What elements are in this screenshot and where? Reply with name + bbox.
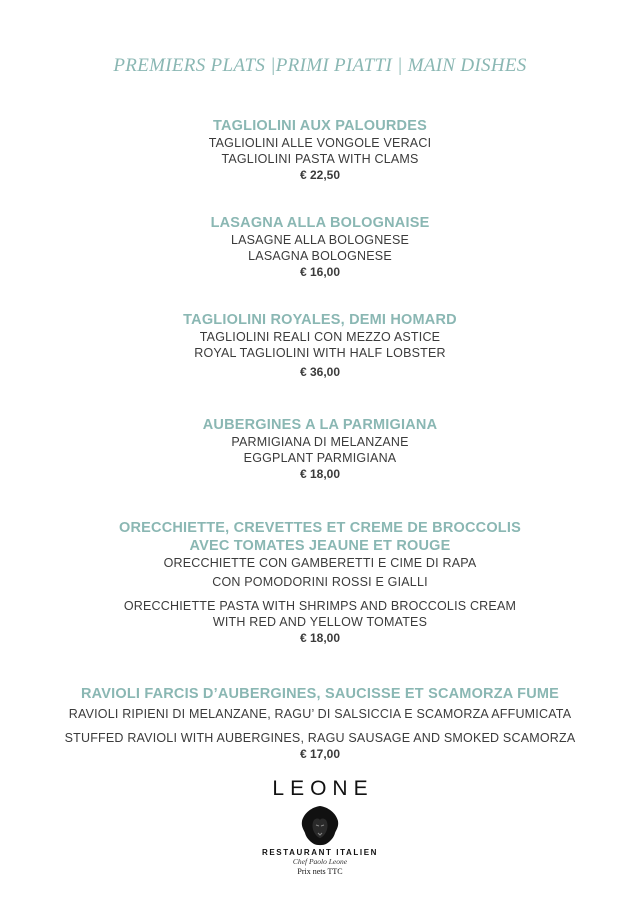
dish-english-name: EGGPLANT PARMIGIANA — [243, 451, 397, 465]
restaurant-logo-block — [0, 777, 640, 876]
restaurant-name: LEONE — [272, 777, 374, 800]
dish-item — [0, 416, 640, 482]
dish-italian-name-continued: CON POMODORINI ROSSI E GIALLI — [212, 575, 428, 589]
dish-price: € 18,00 — [299, 467, 341, 481]
dish-price: € 17,00 — [299, 747, 341, 761]
dish-english-name-continued: WITH RED AND YELLOW TOMATES — [212, 615, 428, 629]
dish-name: AUBERGINES A LA PARMIGIANA — [202, 417, 438, 433]
restaurant-subtitle: RESTAURANT ITALIEN — [261, 848, 379, 857]
dish-english-name: TAGLIOLINI PASTA WITH CLAMS — [221, 152, 419, 166]
dish-item — [0, 311, 640, 380]
dish-item — [0, 214, 640, 280]
dish-name: LASAGNA ALLA BOLOGNAISE — [210, 215, 430, 231]
dish-italian-name: TAGLIOLINI REALI CON MEZZO ASTICE — [199, 330, 441, 344]
lion-head-icon — [298, 803, 342, 847]
dish-price: € 36,00 — [299, 365, 341, 379]
dish-name: ORECCHIETTE, CREVETTES ET CREME DE BROCCOLIS — [119, 520, 521, 536]
page-title: PREMIERS PLATS |PRIMI PIATTI | MAIN DISHES — [113, 55, 527, 76]
dish-italian-name: ORECCHIETTE CON GAMBERETTI E CIME DI RAPA — [163, 556, 477, 570]
dish-italian-name: LASAGNE ALLA BOLOGNESE — [230, 233, 410, 247]
dish-english-name: STUFFED RAVIOLI WITH AUBERGINES, RAGU SAUSAGE AND SMOKED SCAMORZA — [64, 731, 576, 745]
dish-italian-name: RAVIOLI RIPIENI DI MELANZANE, RAGU’ DI SALSICCIA E SCAMORZA AFFUMICATA — [68, 707, 572, 721]
dish-italian-name: PARMIGIANA DI MELANZANE — [231, 435, 409, 449]
dish-name-continued: AVEC TOMATES JEAUNE ET ROUGE — [189, 538, 451, 554]
dish-price: € 22,50 — [299, 168, 341, 182]
dish-name: TAGLIOLINI AUX PALOURDES — [213, 118, 427, 134]
dish-name: RAVIOLI FARCIS D’AUBERGINES, SAUCISSE ET SCAMORZA FUME — [80, 686, 560, 702]
price-note: Prix nets TTC — [297, 867, 343, 876]
dish-price: € 16,00 — [299, 265, 341, 279]
dish-italian-name: TAGLIOLINI ALLE VONGOLE VERACI — [208, 136, 432, 150]
dish-english-name: ORECCHIETTE PASTA WITH SHRIMPS AND BROCCOLIS CREAM — [123, 599, 517, 613]
dish-price: € 18,00 — [299, 631, 341, 645]
chef-signature: Chef Paolo Leone — [292, 857, 348, 866]
dish-item — [0, 685, 640, 762]
dish-english-name: ROYAL TAGLIOLINI WITH HALF LOBSTER — [194, 346, 446, 360]
dish-english-name: LASAGNA BOLOGNESE — [248, 249, 392, 263]
dish-item — [0, 519, 640, 646]
dish-item — [0, 117, 640, 183]
dish-name: TAGLIOLINI ROYALES, DEMI HOMARD — [183, 312, 457, 328]
